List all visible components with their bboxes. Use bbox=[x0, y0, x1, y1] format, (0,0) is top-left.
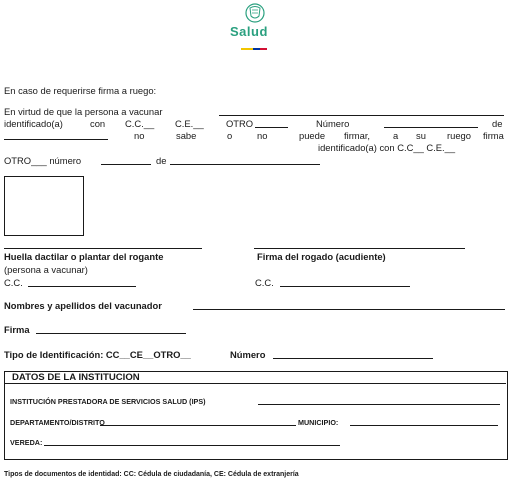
cc-field-2[interactable] bbox=[280, 286, 410, 287]
institucion-title-underline bbox=[5, 383, 506, 384]
ips-label: INSTITUCIÓN PRESTADORA DE SERVICIOS SALUD (IPS) bbox=[10, 397, 206, 406]
ruego-text-3a: no bbox=[134, 130, 145, 141]
numero-field-2[interactable] bbox=[101, 164, 151, 165]
ruego-text-3e: puede bbox=[299, 130, 326, 141]
ruego-text-2g: de bbox=[492, 118, 503, 129]
huella-sublabel: (persona a vacunar) bbox=[4, 264, 88, 275]
ruego-line-5 bbox=[4, 155, 81, 166]
ruego-text-2c: C.C.__ bbox=[125, 118, 155, 129]
ruego-text-3c: o bbox=[227, 130, 233, 141]
ruego-text-3j: firma bbox=[483, 130, 504, 141]
numero-label: Número bbox=[230, 349, 266, 360]
de-field-2[interactable] bbox=[170, 164, 320, 165]
ruego-line-1 bbox=[4, 106, 162, 117]
ministry-logo bbox=[230, 2, 280, 52]
rogado-sign-line[interactable] bbox=[254, 248, 465, 249]
ruego-text-2f: Número bbox=[316, 118, 350, 129]
cc-label-1: C.C. bbox=[4, 277, 23, 288]
ruego-text-3f: firmar, bbox=[344, 130, 371, 141]
municipio-label: MUNICIPIO: bbox=[298, 418, 339, 427]
vacunador-nombres-label: Nombres y apellidos del vacunador bbox=[4, 300, 162, 311]
ruego-text-3i: ruego bbox=[447, 130, 471, 141]
ruego-text-3h: su bbox=[416, 130, 426, 141]
vacunador-nombres-field[interactable] bbox=[193, 309, 505, 310]
flag-red bbox=[260, 48, 267, 50]
vacunador-firma-field[interactable] bbox=[36, 333, 186, 334]
ruego-text-5a: OTRO___ número bbox=[4, 155, 82, 166]
rogado-label: Firma del rogado (acudiente) bbox=[257, 251, 386, 262]
huella-label: Huella dactilar o plantar del rogante bbox=[4, 251, 164, 262]
coat-of-arms-icon bbox=[243, 2, 267, 24]
flag-yellow bbox=[241, 48, 253, 50]
institucion-title: DATOS DE LA INSTITUCION bbox=[12, 372, 140, 383]
otro-field-1[interactable] bbox=[255, 127, 288, 128]
ips-field[interactable] bbox=[258, 404, 500, 405]
ruego-text-3b: sabe bbox=[176, 130, 197, 141]
persona-vacunar-field[interactable] bbox=[219, 115, 504, 116]
departamento-field[interactable] bbox=[100, 425, 296, 426]
huella-sign-line[interactable] bbox=[4, 248, 202, 249]
ruego-text-5b: de bbox=[156, 155, 167, 166]
cc-label-2: C.C. bbox=[255, 277, 274, 288]
footer-note: Tipos de documentos de identidad: CC: Cédula de ciudadanía, CE: Cédula de extranjería bbox=[4, 471, 299, 478]
ruego-text-2b: con bbox=[90, 118, 106, 129]
ruego-line-4: identificado(a) con C.C__ C.E.__ bbox=[318, 142, 456, 153]
cc-field-1[interactable] bbox=[28, 286, 136, 287]
ruego-intro: En caso de requerirse firma a ruego: bbox=[4, 85, 157, 96]
ciudad-field[interactable] bbox=[4, 139, 108, 140]
departamento-label: DEPARTAMENTO/DISTRITO bbox=[10, 418, 105, 427]
flag-blue bbox=[253, 48, 260, 50]
ruego-text-3g: a bbox=[393, 130, 399, 141]
vacunador-firma-label: Firma bbox=[4, 324, 30, 335]
tipo-identificacion-label: Tipo de Identificación: CC__CE__OTRO__ bbox=[4, 349, 191, 360]
numero-field-1[interactable] bbox=[384, 127, 478, 128]
vereda-label: VEREDA: bbox=[10, 438, 43, 447]
ruego-text-2e: OTRO bbox=[226, 118, 254, 129]
vereda-field[interactable] bbox=[44, 445, 340, 446]
ruego-text-2d: C.E.__ bbox=[175, 118, 204, 129]
numero-vacunador-field[interactable] bbox=[273, 358, 433, 359]
institucion-box bbox=[4, 371, 508, 460]
fingerprint-box[interactable] bbox=[4, 176, 84, 236]
ruego-text-1: En virtud de que la persona a vacunar bbox=[4, 106, 163, 117]
logo-text: Salud bbox=[230, 24, 268, 39]
ruego-text-3d: no bbox=[257, 130, 268, 141]
ruego-text-2a: identificado(a) bbox=[4, 118, 63, 129]
municipio-field[interactable] bbox=[350, 425, 498, 426]
